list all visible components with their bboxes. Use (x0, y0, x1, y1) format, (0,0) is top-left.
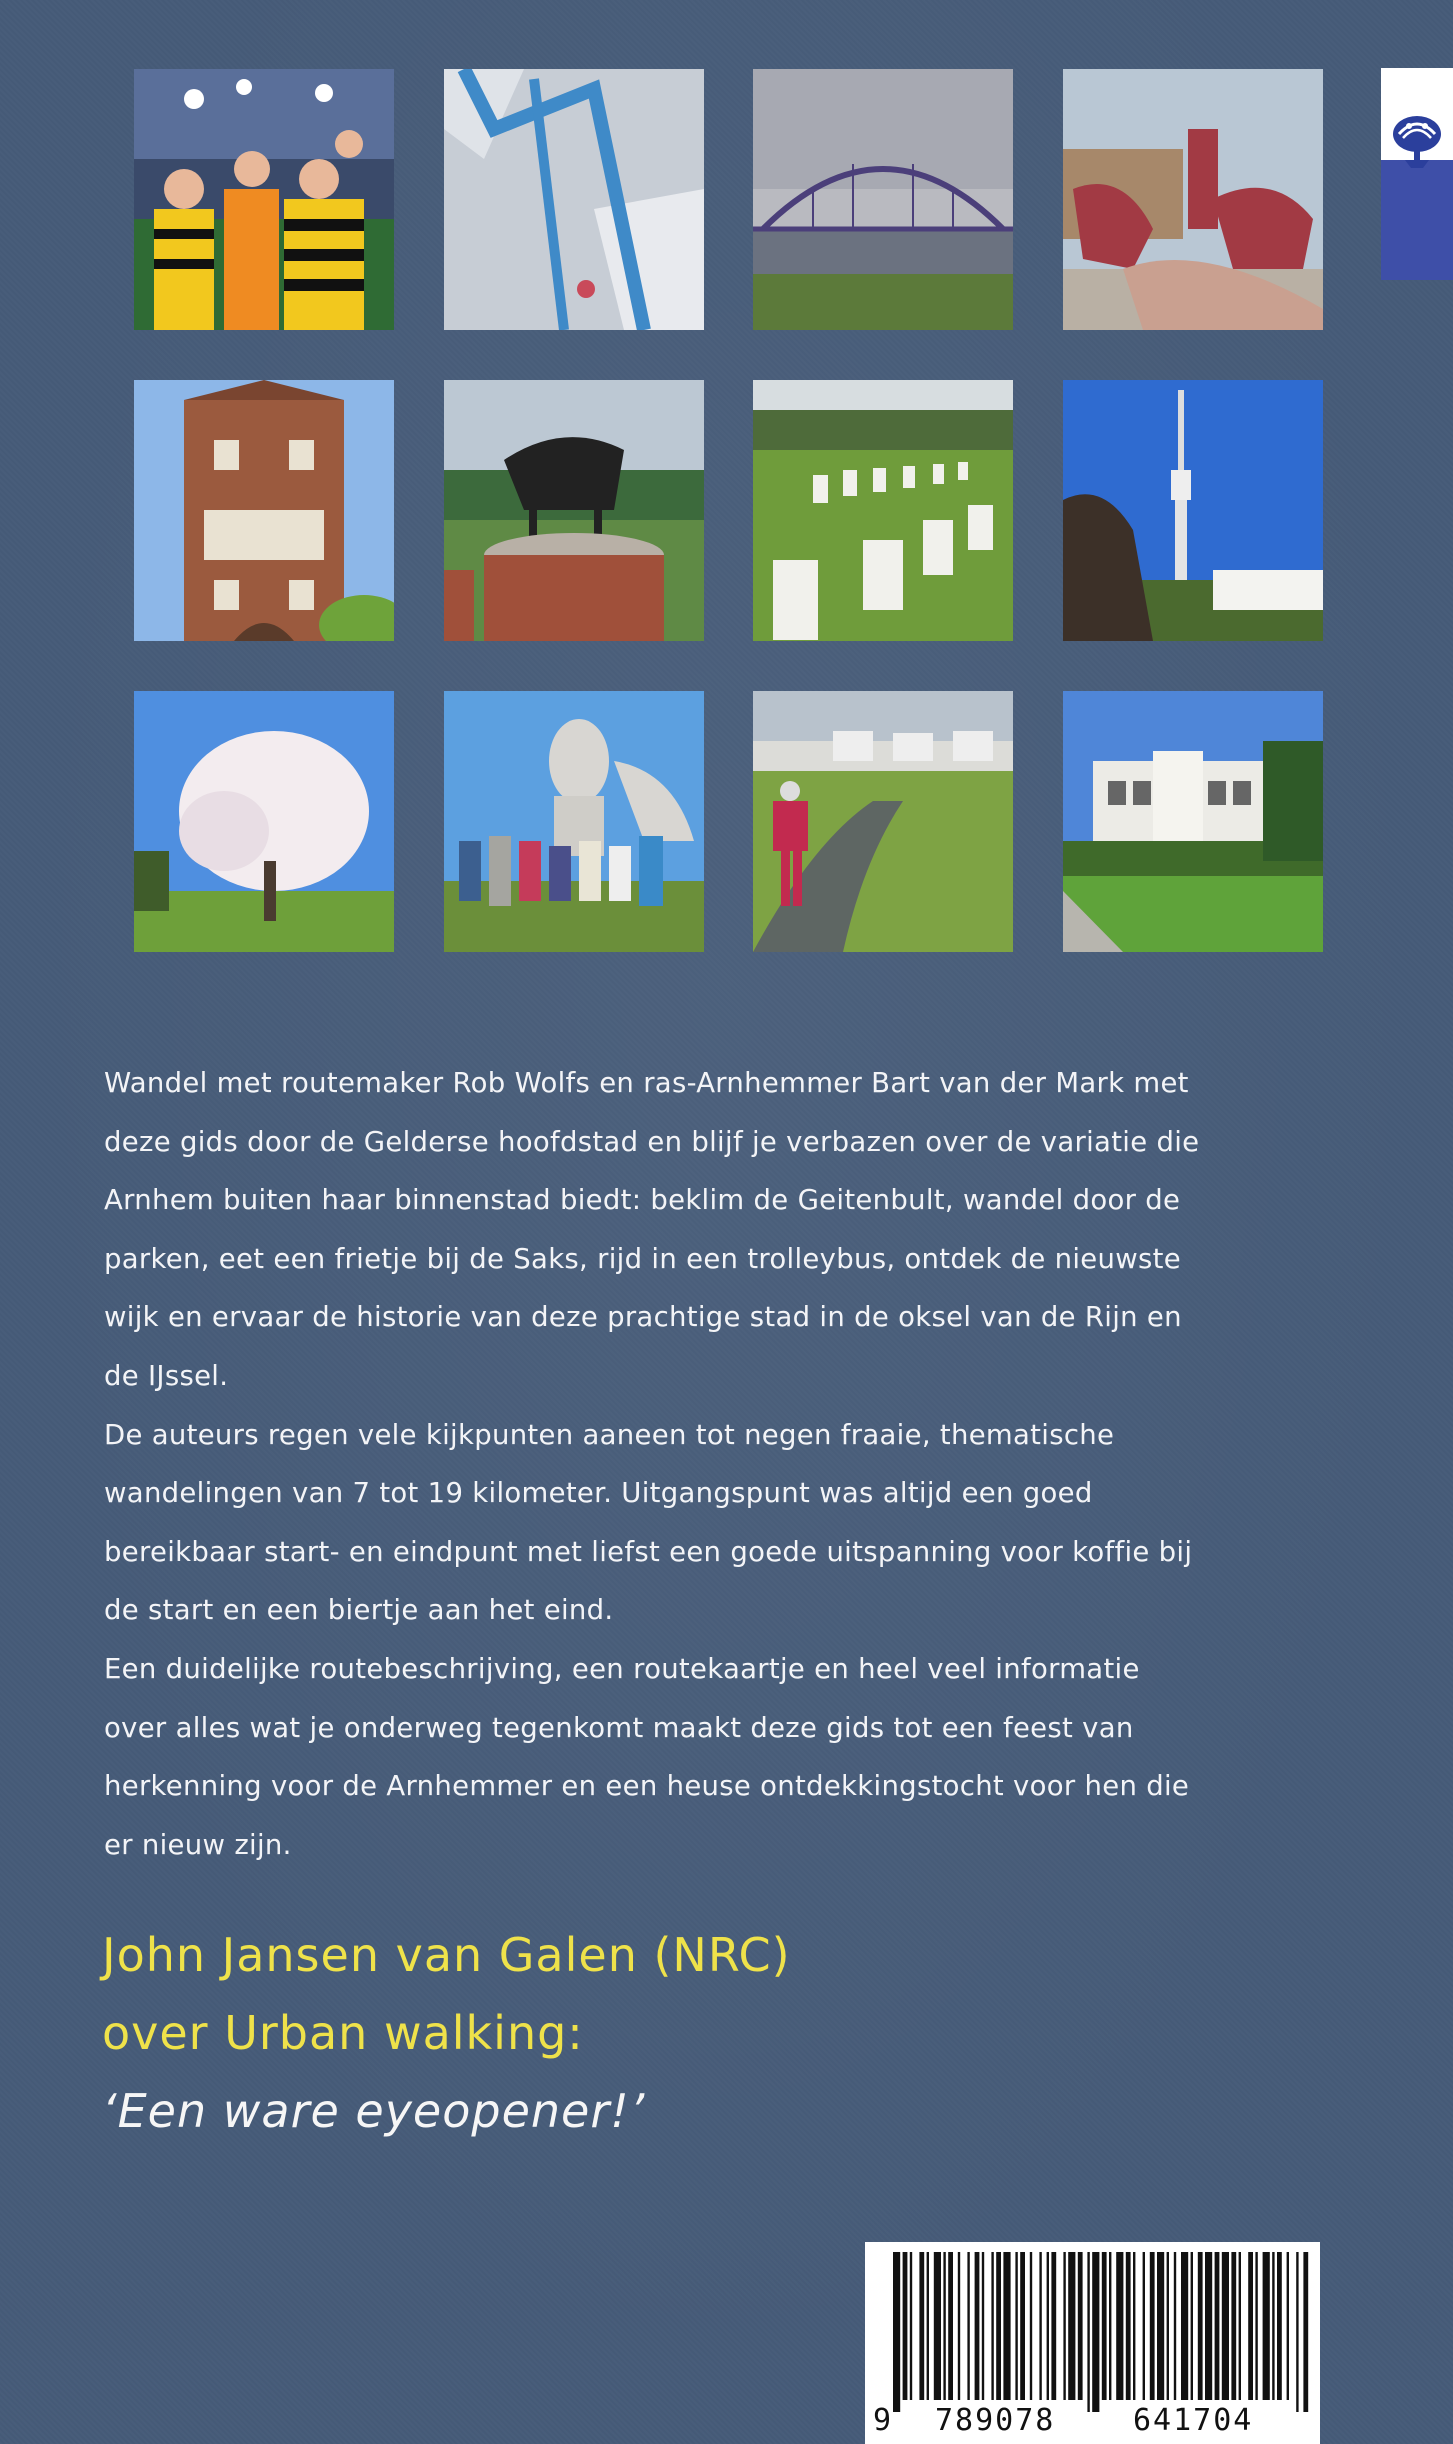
barcode-bar (1198, 2252, 1203, 2400)
barcode-bar (1150, 2252, 1155, 2400)
barcode-bar (1087, 2252, 1089, 2412)
barcode-bar (982, 2252, 984, 2400)
barcode-bar (1047, 2252, 1049, 2400)
description-line: over alles wat je onderweg tegenkomt maakt deze gids tot een feest van (104, 1711, 1134, 1744)
description-line: deze gids door de Gelderse hoofdstad en blijf je verbazen over de variatie die (104, 1125, 1200, 1158)
barcode-bar (943, 2252, 945, 2400)
review-quote (102, 1916, 791, 2150)
barcode-bar (1277, 2252, 1282, 2400)
description-line: Een duidelijke routebeschrijving, een routekaartje en heel veel informatie (104, 1652, 1140, 1685)
football-fans-photo (134, 69, 394, 330)
barcode-bar (1126, 2252, 1131, 2400)
photo-tv-tower (1063, 380, 1323, 641)
barcode-bar (1157, 2252, 1164, 2400)
barcode-bar (1239, 2252, 1241, 2400)
description-line: wandelingen van 7 tot 19 kilometer. Uitgangspunt was altijd een goed (104, 1477, 1093, 1510)
barcode-bar (1167, 2252, 1169, 2400)
barcode-bar (1205, 2252, 1212, 2400)
photo-white-villa (1063, 691, 1323, 952)
barcode-bar (958, 2252, 960, 2400)
barcode-bar (1063, 2252, 1065, 2400)
barcode-bar (1068, 2252, 1075, 2400)
barcode-bar (1272, 2252, 1274, 2400)
barcode-bar (1092, 2252, 1099, 2412)
barcode-bar (1109, 2252, 1111, 2400)
photo-blue-sculpture (444, 69, 704, 330)
hiker-path-photo (753, 691, 1013, 952)
barcode-bar (1078, 2252, 1083, 2400)
barcode-bar (1215, 2252, 1220, 2400)
barcode-bar (967, 2252, 969, 2400)
description-line: er nieuw zijn. (104, 1828, 292, 1861)
photo-dog-statue (444, 380, 704, 641)
barcode-bar (910, 2252, 912, 2400)
barcode-bar (996, 2252, 1001, 2400)
photo-arch-bridge (753, 69, 1013, 330)
barcode-bar (1248, 2252, 1253, 2400)
description-line: De auteurs regen vele kijkpunten aaneen tot negen fraaie, thematische (104, 1418, 1115, 1451)
photo-war-cemetery (753, 380, 1013, 641)
barcode-digits-left: 789078 (935, 2403, 1056, 2438)
tv-tower-photo (1063, 380, 1323, 641)
barcode-bar (1051, 2252, 1056, 2400)
barcode-bar (1296, 2252, 1298, 2412)
barcode-bar (1039, 2252, 1041, 2400)
barcode-bar (1191, 2252, 1193, 2400)
photo-football-fans (134, 69, 394, 330)
barcode-bar (934, 2252, 941, 2400)
barcode-bar (919, 2252, 924, 2400)
barcode-bar (1030, 2252, 1032, 2400)
arch-bridge-photo (753, 69, 1013, 330)
photo-red-hands-sculpture (1063, 69, 1323, 330)
description-line: de IJssel. (104, 1359, 229, 1392)
barcode-bar (1015, 2252, 1017, 2400)
barcode-digits-right: 641704 (1133, 2403, 1254, 2438)
barcode-bar (1222, 2252, 1229, 2400)
barcode-bar (927, 2252, 929, 2400)
war-cemetery-photo (753, 380, 1013, 641)
photo-hiker-path (753, 691, 1013, 952)
white-villa-photo (1063, 691, 1323, 952)
barcode-bar (1174, 2252, 1176, 2400)
barcode-bar (975, 2252, 980, 2400)
barcode-bar (1102, 2252, 1107, 2400)
barcode-digit-first: 9 (873, 2403, 894, 2438)
description-line: de start en een biertje aan het eind. (104, 1594, 614, 1627)
photo-walking-group (444, 691, 704, 952)
photo-blossom-tree (134, 691, 394, 952)
description-line: herkenning voor de Arnhemmer en een heuse ontdekkingstocht voor hen die (104, 1770, 1190, 1803)
barcode-bar (991, 2252, 993, 2400)
red-hands-sculpture-photo (1063, 69, 1323, 330)
walking-group-photo (444, 691, 704, 952)
brick-tower-building-photo (134, 380, 394, 641)
barcode-bar (1303, 2252, 1308, 2412)
description-line: wijk en ervaar de historie van deze prachtige stad in de oksel van de Rijn en (104, 1301, 1182, 1334)
barcode-bar (1143, 2252, 1145, 2400)
barcode-bar (1181, 2252, 1188, 2400)
blue-sculpture-photo (444, 69, 704, 330)
barcode-bar (1020, 2252, 1025, 2400)
barcode-bar (948, 2252, 953, 2400)
description-line: parken, eet een frietje bij de Saks, rijd in een trolleybus, ontdek de nieuwste (104, 1242, 1181, 1275)
barcode-bar (1231, 2252, 1236, 2400)
barcode-bar (1116, 2252, 1123, 2400)
tree-emblem-icon (1387, 108, 1447, 178)
dog-statue-photo (444, 380, 704, 641)
photo-brick-tower-building (134, 380, 394, 641)
quote-text: ‘Een ware eyeopener!’ (102, 2084, 646, 2138)
barcode-bar (893, 2252, 900, 2412)
barcode-bar (1255, 2252, 1257, 2400)
quote-author: John Jansen van Galen (NRC) (102, 1928, 791, 1982)
description-line: bereikbaar start- en eindpunt met liefst een goede uitspanning voor koffie bij (104, 1535, 1193, 1568)
quote-subject: over Urban walking: (102, 2006, 584, 2060)
description-text (104, 1054, 1344, 1874)
barcode-bar (903, 2252, 908, 2400)
barcode-bar (1133, 2252, 1135, 2400)
isbn-barcode (865, 2242, 1320, 2444)
blossom-tree-photo (134, 691, 394, 952)
barcode-bar (1003, 2252, 1010, 2400)
logo-blue-band (1381, 160, 1453, 280)
description-line: Wandel met routemaker Rob Wolfs en ras-Arnhemmer Bart van der Mark met (104, 1067, 1189, 1099)
description-line: Arnhem buiten haar binnenstad biedt: beklim de Geitenbult, wandel door de (104, 1184, 1181, 1217)
barcode-bar (1287, 2252, 1289, 2400)
barcode-bar (1263, 2252, 1270, 2400)
publisher-logo (1381, 68, 1453, 280)
